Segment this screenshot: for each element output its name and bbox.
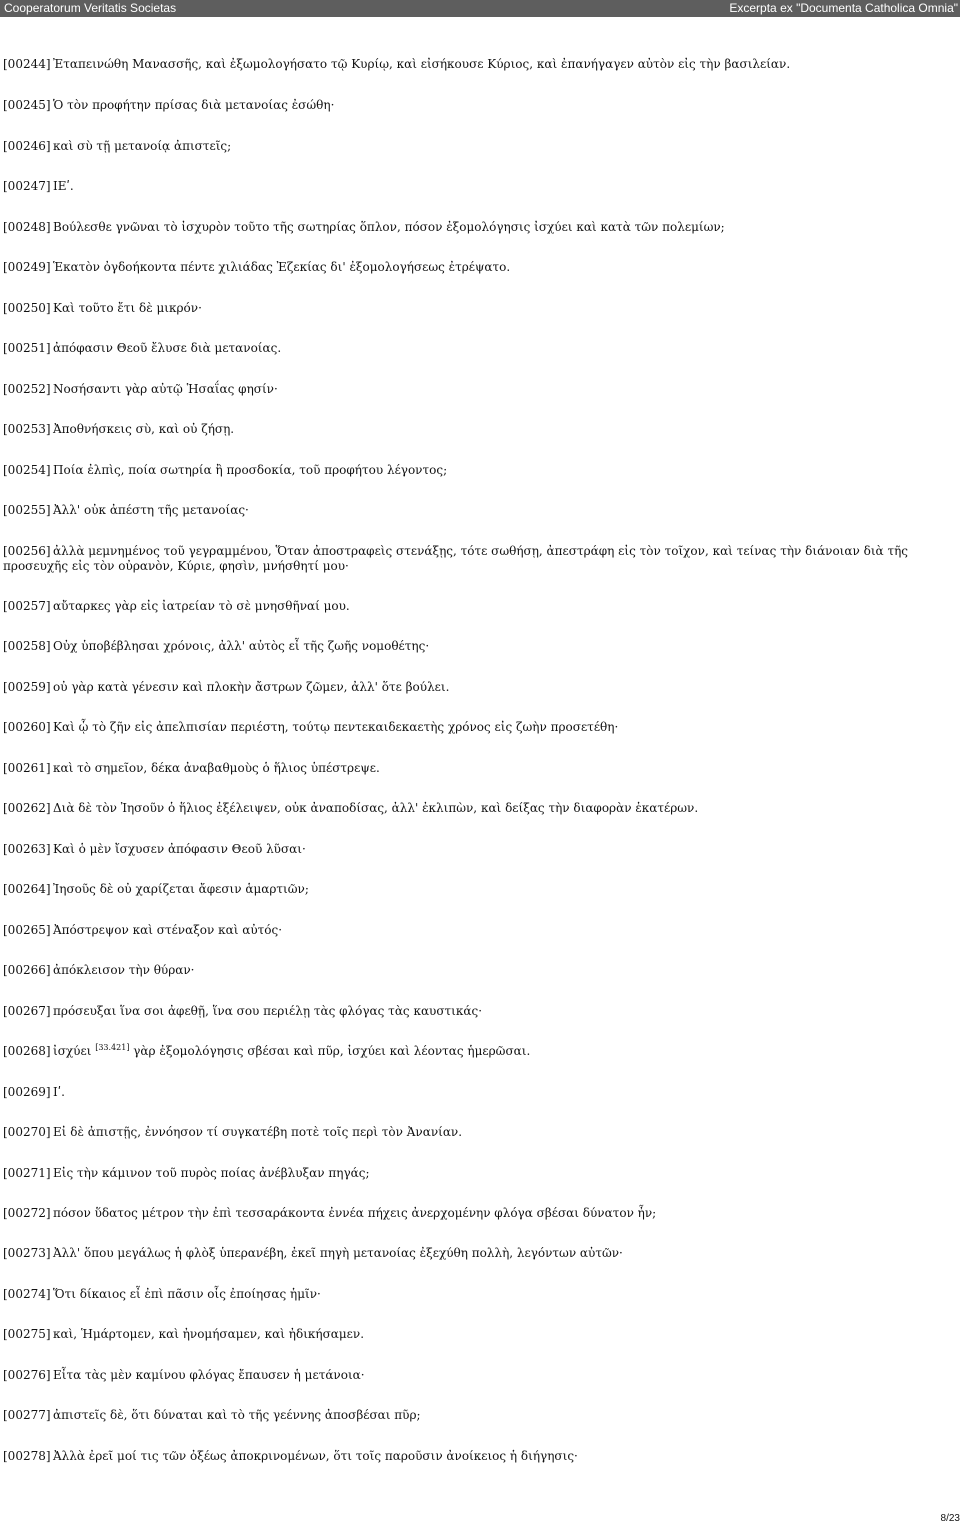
paragraph-text: Εἰς τὴν κάμινον τοῦ πυρὸς ποίας ἀνέβλυξαν πηγάς; xyxy=(53,1166,370,1180)
paragraph-text: Ἰησοῦς δὲ οὐ χαρίζεται ἄφεσιν ἁμαρτιῶν; xyxy=(53,882,309,896)
paragraph-text: Ἀλλὰ ἐρεῖ μοί τις τῶν ὀξέως ἀποκρινομένων, ὅτι τοῖς παροῦσιν ἀνοίκειος ἡ διήγησις· xyxy=(53,1449,578,1463)
paragraph xyxy=(3,422,953,437)
page-number: 8/23 xyxy=(940,1513,960,1524)
paragraph xyxy=(3,720,953,735)
paragraph-id: [00276] xyxy=(3,1368,51,1382)
paragraph xyxy=(3,301,953,316)
paragraph-text: Ποία ἐλπὶς, ποία σωτηρία ἢ προσδοκία, τοῦ προφήτου λέγοντος; xyxy=(53,463,448,477)
paragraph-text: Ἐταπεινώθη Μανασσῆς, καὶ ἐξωμολογήσατο τῷ Κυρίῳ, καὶ εἰσήκουσε Κύριος, καὶ ἐπανήγαγεν αὐτὸν εἰς τὴν βασιλείαν. xyxy=(53,57,791,71)
paragraph xyxy=(3,220,953,235)
paragraph xyxy=(3,1246,953,1261)
paragraph xyxy=(3,1449,953,1464)
paragraph-text: Εἶτα τὰς μὲν καμίνου φλόγας ἔπαυσεν ἡ μετάνοια· xyxy=(53,1368,365,1382)
paragraph xyxy=(3,1287,953,1302)
paragraph-id: [00274] xyxy=(3,1287,51,1301)
paragraph-text: Ἀλλ' οὐκ ἀπέστη τῆς μετανοίας· xyxy=(53,503,249,517)
paragraph xyxy=(3,680,953,695)
paragraph xyxy=(3,1206,953,1221)
paragraph xyxy=(3,1327,953,1342)
document-source: Excerpta ex "Documenta Catholica Omnia" xyxy=(729,1,958,15)
paragraph-id: [00278] xyxy=(3,1449,51,1463)
paragraph xyxy=(3,503,953,518)
paragraph-text: ΙΕʹ. xyxy=(53,179,74,193)
paragraph-id: [00264] xyxy=(3,882,51,896)
paragraph-text: καὶ σὺ τῇ μετανοίᾳ ἀπιστεῖς; xyxy=(53,139,232,153)
paragraph-id: [00271] xyxy=(3,1166,51,1180)
paragraph-text: Οὐχ ὑποβέβλησαι χρόνοις, ἀλλ' αὐτὸς εἶ τῆς ζωῆς νομοθέτης· xyxy=(53,639,430,653)
paragraph-text: Νοσήσαντι γὰρ αὐτῷ Ἡσαΐας φησίν· xyxy=(53,382,278,396)
paragraph-id: [00275] xyxy=(3,1327,51,1341)
paragraph-text: Ὁ τὸν προφήτην πρίσας διὰ μετανοίας ἐσώθη· xyxy=(53,98,335,112)
paragraph-id: [00246] xyxy=(3,139,51,153)
paragraph-id: [00257] xyxy=(3,599,51,613)
paragraph-id: [00255] xyxy=(3,503,51,517)
paragraph-id: [00261] xyxy=(3,761,51,775)
paragraph-text: πόσον ὕδατος μέτρον τὴν ἐπὶ τεσσαράκοντα ἐννέα πήχεις ἀνερχομένην φλόγα σβέσαι δύνατον ἦν; xyxy=(53,1206,657,1220)
paragraph-id: [00260] xyxy=(3,720,51,734)
paragraph-text: Βούλεσθε γνῶναι τὸ ἰσχυρὸν τοῦτο τῆς σωτηρίας ὅπλον, πόσον ἐξομολόγησις ἰσχύει καὶ κατὰ τῶν πολεμίων; xyxy=(53,220,725,234)
paragraph-text: αὔταρκες γὰρ εἰς ἰατρείαν τὸ σὲ μνησθῆναί μου. xyxy=(53,599,350,613)
paragraph-id: [00244] xyxy=(3,57,51,71)
paragraph xyxy=(3,463,953,478)
paragraph xyxy=(3,179,953,194)
paragraph-id: [00272] xyxy=(3,1206,51,1220)
paragraph-id: [00248] xyxy=(3,220,51,234)
paragraph-id: [00267] xyxy=(3,1004,51,1018)
paragraph-text: Ἑκατὸν ὀγδοήκοντα πέντε χιλιάδας Ἐζεκίας δι' ἐξομολογήσεως ἐτρέψατο. xyxy=(53,260,511,274)
paragraph-text: καὶ, Ἡμάρτομεν, καὶ ἠνομήσαμεν, καὶ ἠδικήσαμεν. xyxy=(53,1327,365,1341)
paragraph-text: Εἰ δὲ ἀπιστῇς, ἐννόησον τί συγκατέβη ποτὲ τοῖς περὶ τὸν Ἀνανίαν. xyxy=(53,1125,463,1139)
paragraph-id: [00270] xyxy=(3,1125,51,1139)
paragraph-text-after: γὰρ ἐξομολόγησις σβέσαι καὶ πῦρ, ἰσχύει καὶ λέοντας ἡμερῶσαι. xyxy=(129,1044,531,1058)
paragraph-id: [00254] xyxy=(3,463,51,477)
paragraph xyxy=(3,923,953,938)
paragraph-text: οὐ γὰρ κατὰ γένεσιν καὶ πλοκὴν ἄστρων ζῶμεν, ἀλλ' ὅτε βούλει. xyxy=(53,680,450,694)
paragraph-id: [00250] xyxy=(3,301,51,315)
paragraph xyxy=(3,260,953,275)
paragraph-id: [00252] xyxy=(3,382,51,396)
paragraph-text: Καὶ τοῦτο ἔτι δὲ μικρόν· xyxy=(53,301,202,315)
paragraph-text: Διὰ δὲ τὸν Ἰησοῦν ὁ ἥλιος ἐξέλειψεν, οὐκ ἀναποδίσας, ἀλλ' ἐκλιπὼν, καὶ δείξας τὴν διαφορὰν ἑκατέρων. xyxy=(53,801,699,815)
paragraph-text: Ἀποθνήσκεις σὺ, καὶ οὐ ζήσῃ. xyxy=(53,422,235,436)
paragraph-id: [00251] xyxy=(3,341,51,355)
paragraph-id: [00259] xyxy=(3,680,51,694)
paragraph-id: [00256] xyxy=(3,544,51,558)
paragraph-id: [00277] xyxy=(3,1408,51,1422)
paragraph-id: [00263] xyxy=(3,842,51,856)
paragraph-id: [00262] xyxy=(3,801,51,815)
paragraph xyxy=(3,1368,953,1383)
paragraph-id: [00247] xyxy=(3,179,51,193)
paragraph-text: Ιʹ. xyxy=(53,1085,65,1099)
paragraph-id: [00273] xyxy=(3,1246,51,1260)
paragraph-text: Ἀπόστρεψον καὶ στέναξον καὶ αὐτός· xyxy=(53,923,283,937)
page-reference-marker: [33.421] xyxy=(95,1043,130,1052)
paragraph-text-before: ἰσχύει xyxy=(53,1044,96,1058)
paragraph xyxy=(3,382,953,397)
paragraph xyxy=(3,1166,953,1181)
paragraph-text: Ὅτι δίκαιος εἶ ἐπὶ πᾶσιν οἷς ἐποίησας ἡμῖν· xyxy=(53,1287,321,1301)
paragraph-id: [00266] xyxy=(3,963,51,977)
paragraph xyxy=(3,599,953,614)
paragraph-text: Καὶ ᾧ τὸ ζῆν εἰς ἀπελπισίαν περιέστη, τούτῳ πεντεκαιδεκαετὴς χρόνος εἰς ζωὴν προσετέθη· xyxy=(53,720,619,734)
paragraph xyxy=(3,761,953,776)
paragraph xyxy=(3,1085,953,1100)
site-title: Cooperatorum Veritatis Societas xyxy=(4,1,177,15)
paragraph xyxy=(3,842,953,857)
paragraph xyxy=(3,139,953,154)
paragraph xyxy=(3,341,953,356)
paragraph-id: [00253] xyxy=(3,422,51,436)
paragraph-text: καὶ τὸ σημεῖον, δέκα ἀναβαθμοὺς ὁ ἥλιος ὑπέστρεψε. xyxy=(53,761,380,775)
paragraph-text: ἀπόκλεισον τὴν θύραν· xyxy=(53,963,195,977)
paragraph xyxy=(3,57,953,72)
paragraph-text: πρόσευξαι ἵνα σοι ἀφεθῇ, ἵνα σου περιέλῃ τὰς φλόγας τὰς καυστικάς· xyxy=(53,1004,483,1018)
paragraph-text: Καὶ ὁ μὲν ἴσχυσεν ἀπόφασιν Θεοῦ λῦσαι· xyxy=(53,842,306,856)
paragraph xyxy=(3,1125,953,1140)
paragraph xyxy=(3,882,953,897)
paragraph xyxy=(3,1408,953,1423)
paragraph-text: ἀπόφασιν Θεοῦ ἔλυσε διὰ μετανοίας. xyxy=(53,341,282,355)
paragraph xyxy=(3,963,953,978)
paragraph-text: Ἀλλ' ὅπου μεγάλως ἡ φλὸξ ὑπερανέβη, ἐκεῖ πηγὴ μετανοίας ἐξεχύθη πολλὴ, λεγόντων αὐτῶν· xyxy=(53,1246,623,1260)
paragraph xyxy=(3,1044,953,1059)
paragraph xyxy=(3,801,953,816)
paragraph-id: [00258] xyxy=(3,639,51,653)
paragraph xyxy=(3,1004,953,1019)
paragraph-text: ἀπιστεῖς δὲ, ὅτι δύναται καὶ τὸ τῆς γεέννης ἀποσβέσαι πῦρ; xyxy=(53,1408,421,1422)
page-header xyxy=(0,0,960,17)
paragraph xyxy=(3,639,953,654)
paragraph xyxy=(3,544,953,574)
paragraph xyxy=(3,98,953,113)
paragraph-text: ἀλλὰ μεμνημένος τοῦ γεγραμμένου, Ὅταν ἀποστραφεὶς στενάξῃς, τότε σωθήσῃ, ἀπεστράφη εἰς τὸν τοῖχον, καὶ τείνας τὴν διάνοιαν διὰ τῆς προσευχῆς εἰς τὸν οὐρανὸν, Κύριε, φησὶν, μνήσθητί μου· xyxy=(3,544,908,573)
paragraph-id: [00265] xyxy=(3,923,51,937)
paragraph-id: [00245] xyxy=(3,98,51,112)
paragraph-id: [00269] xyxy=(3,1085,51,1099)
paragraph-id: [00268] xyxy=(3,1044,51,1058)
paragraph-id: [00249] xyxy=(3,260,51,274)
